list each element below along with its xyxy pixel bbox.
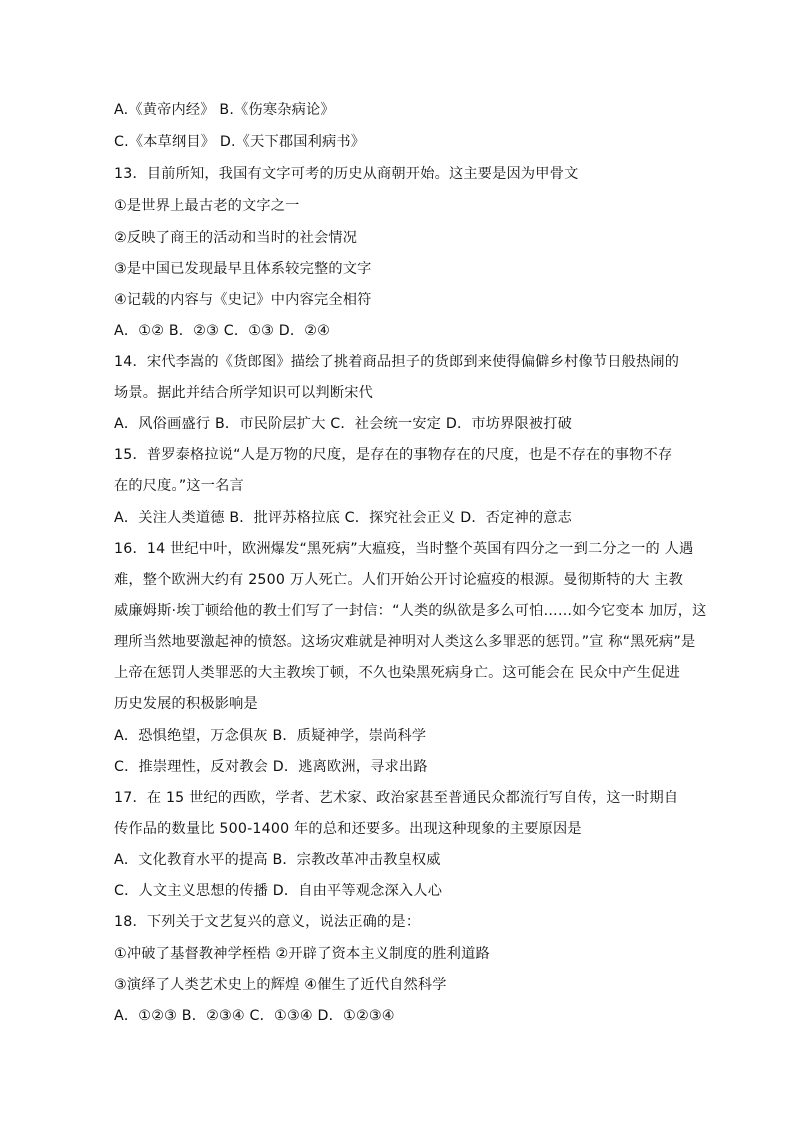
q16-stem-line-1: 16．14 世纪中叶，欧洲爆发“黑死病”大瘟疫，当时整个英国有四分之一到二分之一的 人遇 [114, 541, 694, 557]
q13-item-2: ②反映了商王的活动和当时的社会情况 [114, 230, 358, 246]
q18-options: A．①②③ B．②③④ C．①③④ D．①②③④ [114, 1008, 395, 1024]
q16-stem-line-2: 难，整个欧洲大约有 2500 万人死亡。人们开始公开讨论瘟疫的根源。曼彻斯特的大 主教 [114, 572, 683, 588]
q16-options-ab: A．恐惧绝望，万念俱灰 B．质疑神学，崇尚科学 [114, 728, 427, 744]
q16-stem-line-3: 威廉姆斯·埃丁顿给他的教士们写了一封信：“人类的纵欲是多么可怕……如今它变本 加厉，这 [114, 603, 707, 619]
q14-options: A．风俗画盛行 B．市民阶层扩大 C．社会统一安定 D．市坊界限被打破 [114, 416, 573, 432]
q13-stem: 13．目前所知，我国有文字可考的历史从商朝开始。这主要是因为甲骨文 [114, 166, 579, 182]
q12-options-ab: A.《黄帝内经》 B.《伤寒杂病论》 [114, 102, 335, 118]
q18-stem: 18．下列关于文艺复兴的意义，说法正确的是： [114, 914, 421, 930]
q13-options: A．①② B．②③ C．①③ D．②④ [114, 323, 331, 339]
q14-stem-line-2: 场景。据此并结合所学知识可以判断宋代 [114, 385, 373, 401]
q13-item-3: ③是中国已发现最早且体系较完整的文字 [114, 261, 372, 277]
q17-stem-line-2: 传作品的数量比 500-1400 年的总和还要多。出现这种现象的主要原因是 [114, 821, 582, 837]
q13-item-1: ①是世界上最古老的文字之一 [114, 198, 300, 214]
q17-options-ab: A．文化教育水平的提高 B．宗教改革冲击教皇权威 [114, 852, 441, 868]
q15-stem-line-2: 在的尺度。”这一名言 [114, 478, 244, 494]
q14-stem-line-1: 14．宋代李嵩的《货郎图》描绘了挑着商品担子的货郎到来使得偏僻乡村像节日般热闹的 [114, 354, 680, 370]
q17-options-cd: C．人文主义思想的传播 D．自由平等观念深入人心 [114, 883, 443, 899]
q13-item-4: ④记载的内容与《史记》中内容完全相符 [114, 292, 372, 308]
q15-options: A．关注人类道德 B．批评苏格拉底 C．探究社会正义 D．否定神的意志 [114, 510, 573, 526]
q12-options-cd: C.《本草纲目》 D.《天下郡国利病书》 [114, 134, 366, 150]
q18-items-1-2: ①冲破了基督教神学桎梏 ②开辟了资本主义制度的胜利道路 [114, 946, 490, 962]
q16-stem-line-4: 理所当然地要激起神的愤怒。这场灾难就是神明对人类这么多罪恶的惩罚。”宣 称“黑死病”是 [114, 634, 696, 650]
q17-stem-line-1: 17．在 15 世纪的西欧，学者、艺术家、政治家甚至普通民众都流行写自传，这一时期自 [114, 790, 679, 806]
q18-items-3-4: ③演绎了人类艺术史上的辉煌 ④催生了近代自然科学 [114, 977, 447, 993]
q16-stem-line-6: 历史发展的积极影响是 [114, 696, 258, 712]
q16-options-cd: C．推崇理性，反对教会 D．逃离欧洲，寻求出路 [114, 759, 428, 775]
q16-stem-line-5: 上帝在惩罚人类罪恶的大主教埃丁顿，不久也染黑死病身亡。这可能会在 民众中产生促进 [114, 665, 680, 681]
q15-stem-line-1: 15．普罗泰格拉说“人是万物的尺度，是存在的事物存在的尺度，也是不存在的事物不存 [114, 447, 673, 463]
